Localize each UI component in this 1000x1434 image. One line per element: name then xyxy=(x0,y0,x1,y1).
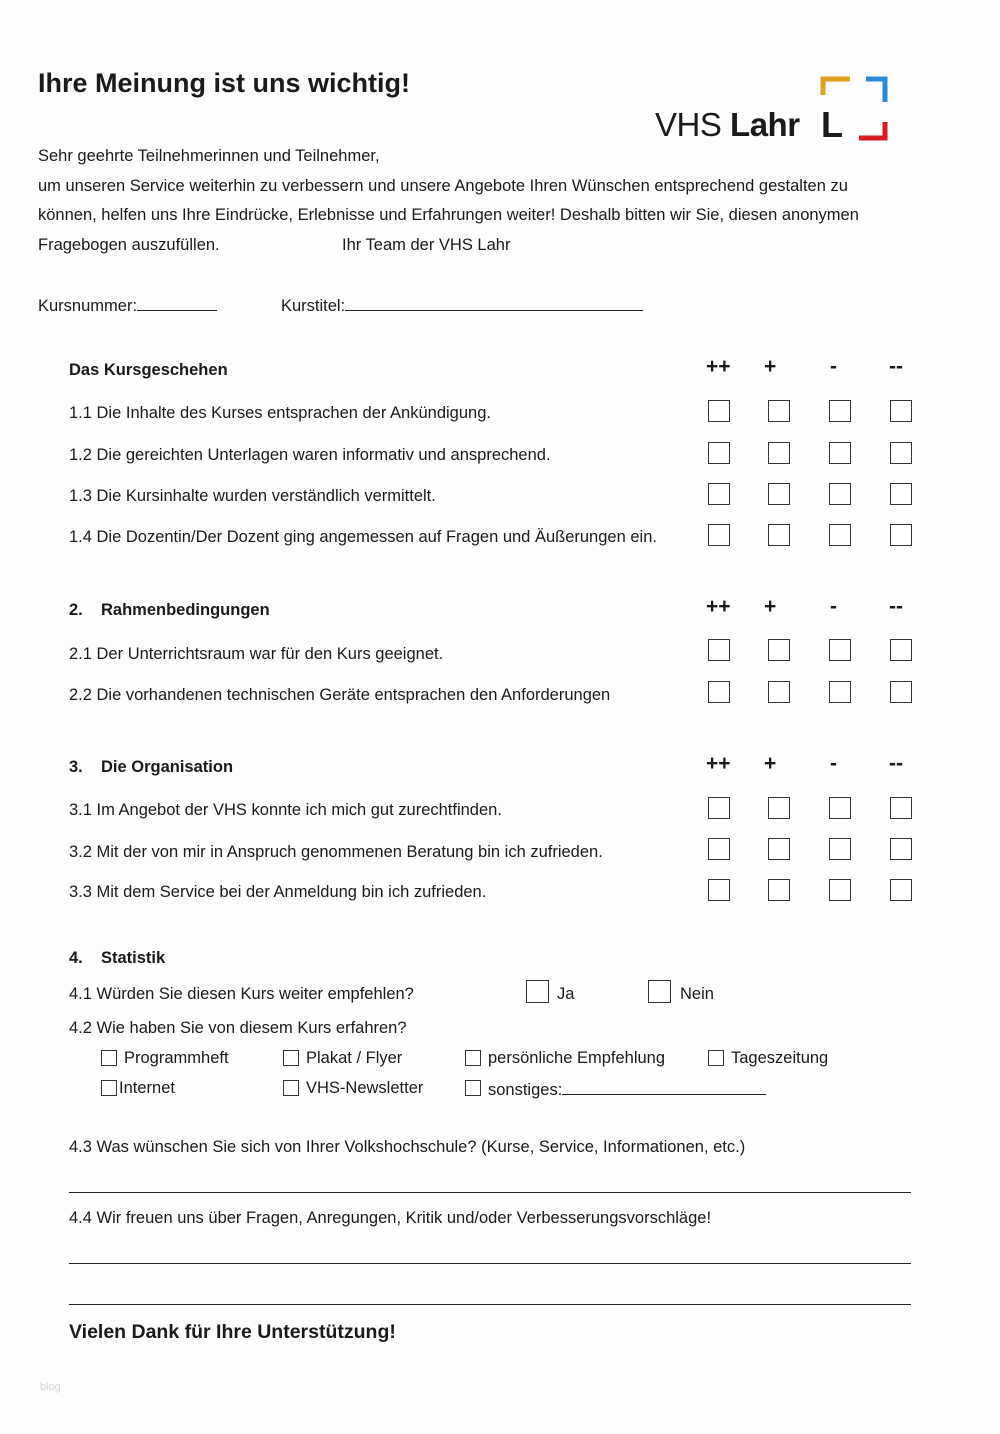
logo-bracket-blue xyxy=(866,79,885,102)
question-1-2: 1.2 Die gereichten Unterlagen waren informativ und ansprechend. xyxy=(69,446,551,464)
checkbox-3-3-very-bad[interactable] xyxy=(890,879,912,901)
scale-very-bad: -- xyxy=(889,752,903,775)
closing-thanks: Vielen Dank für Ihre Unterstützung! xyxy=(69,1321,396,1343)
vhs-lahr-logo xyxy=(655,76,890,146)
checkbox-1-4-bad[interactable] xyxy=(829,524,851,546)
checkbox-1-1-good[interactable] xyxy=(768,400,790,422)
checkbox-1-2-bad[interactable] xyxy=(829,442,851,464)
watermark: blog xyxy=(40,1381,61,1393)
logo-mark: L xyxy=(821,104,843,145)
question-4-1: 4.1 Würden Sie diesen Kurs weiter empfehlen? xyxy=(69,985,414,1003)
checkbox-1-1-very-bad[interactable] xyxy=(890,400,912,422)
kurstitel-label: Kurstitel: xyxy=(281,297,346,315)
logo-bracket-red xyxy=(859,122,885,138)
checkbox-3-2-bad[interactable] xyxy=(829,838,851,860)
checkbox-vhs-newsletter[interactable] xyxy=(283,1080,299,1096)
question-1-1: 1.1 Die Inhalte des Kurses entsprachen der Ankündigung. xyxy=(69,404,491,422)
section-2-number: 2. xyxy=(69,601,83,619)
question-2-2: 2.2 Die vorhandenen technischen Geräte entsprachen den Anforderungen xyxy=(69,686,611,704)
checkbox-1-3-very-bad[interactable] xyxy=(890,483,912,505)
checkbox-1-4-very-good[interactable] xyxy=(708,524,730,546)
section-2-title: Rahmenbedingungen xyxy=(101,601,270,619)
answer-line-4-4-a[interactable] xyxy=(69,1263,911,1264)
checkbox-3-1-good[interactable] xyxy=(768,797,790,819)
option-sonstiges-label: sonstiges: xyxy=(488,1081,563,1099)
checkbox-plakat-flyer[interactable] xyxy=(283,1050,299,1066)
intro-greeting: Sehr geehrte Teilnehmerinnen und Teilnehmer, xyxy=(38,147,380,165)
checkbox-internet[interactable] xyxy=(101,1080,117,1096)
checkbox-personal-recommendation[interactable] xyxy=(465,1050,481,1066)
option-plakat-flyer: Plakat / Flyer xyxy=(306,1049,403,1067)
recommend-yes-label: Ja xyxy=(557,985,575,1003)
intro-line-3: können, helfen uns Ihre Eindrücke, Erlebnisse und Erfahrungen weiter! Deshalb bitten wir Sie, diesen anonymen xyxy=(38,206,859,224)
checkbox-3-3-good[interactable] xyxy=(768,879,790,901)
checkbox-1-1-very-good[interactable] xyxy=(708,400,730,422)
checkbox-2-1-good[interactable] xyxy=(768,639,790,661)
question-3-1: 3.1 Im Angebot der VHS konnte ich mich gut zurechtfinden. xyxy=(69,801,502,819)
question-4-4: 4.4 Wir freuen uns über Fragen, Anregungen, Kritik und/oder Verbesserungsvorschläge! xyxy=(69,1209,712,1227)
answer-line-4-4-b[interactable] xyxy=(69,1304,911,1305)
recommend-no-label: Nein xyxy=(680,985,714,1003)
logo-bracket-orange xyxy=(823,79,850,95)
intro-line-2: um unseren Service weiterhin zu verbessern und unsere Angebote Ihren Wünschen entsprechend gestalten zu xyxy=(38,177,848,195)
section-4-number: 4. xyxy=(69,949,83,967)
checkbox-3-3-bad[interactable] xyxy=(829,879,851,901)
kursnummer-field[interactable] xyxy=(38,295,217,316)
checkbox-3-1-very-bad[interactable] xyxy=(890,797,912,819)
scale-bad: - xyxy=(830,595,837,618)
checkbox-2-1-bad[interactable] xyxy=(829,639,851,661)
scale-very-good: ++ xyxy=(706,595,731,618)
kursnummer-blank[interactable] xyxy=(137,295,217,311)
scale-very-bad: -- xyxy=(889,355,903,378)
checkbox-2-2-very-good[interactable] xyxy=(708,681,730,703)
question-1-4: 1.4 Die Dozentin/Der Dozent ging angemessen auf Fragen und Äußerungen ein. xyxy=(69,528,657,546)
question-3-2: 3.2 Mit der von mir in Anspruch genommenen Beratung bin ich zufrieden. xyxy=(69,843,603,861)
logo-text-bold: Lahr xyxy=(730,106,800,143)
page-title: Ihre Meinung ist uns wichtig! xyxy=(38,68,411,98)
checkbox-1-4-very-bad[interactable] xyxy=(890,524,912,546)
checkbox-3-2-very-good[interactable] xyxy=(708,838,730,860)
scale-very-good: ++ xyxy=(706,355,731,378)
option-programmheft: Programmheft xyxy=(124,1049,229,1067)
question-3-3: 3.3 Mit dem Service bei der Anmeldung bin ich zufrieden. xyxy=(69,883,487,901)
option-sonstiges[interactable] xyxy=(488,1079,766,1100)
kursnummer-label: Kursnummer: xyxy=(38,297,138,315)
checkbox-1-3-very-good[interactable] xyxy=(708,483,730,505)
checkbox-1-4-good[interactable] xyxy=(768,524,790,546)
checkbox-1-2-good[interactable] xyxy=(768,442,790,464)
checkbox-2-2-bad[interactable] xyxy=(829,681,851,703)
question-2-1: 2.1 Der Unterrichtsraum war für den Kurs geeignet. xyxy=(69,645,444,663)
checkbox-3-2-good[interactable] xyxy=(768,838,790,860)
section-1-title: Das Kursgeschehen xyxy=(69,361,228,379)
scale-bad: - xyxy=(830,752,837,775)
answer-line-4-3[interactable] xyxy=(69,1192,911,1193)
checkbox-tageszeitung[interactable] xyxy=(708,1050,724,1066)
option-internet: Internet xyxy=(119,1079,175,1097)
checkbox-sonstiges[interactable] xyxy=(465,1080,481,1096)
scale-very-bad: -- xyxy=(889,595,903,618)
intro-line-4: Fragebogen auszufüllen. xyxy=(38,236,220,254)
checkbox-recommend-yes[interactable] xyxy=(526,980,549,1003)
section-4-title: Statistik xyxy=(101,949,166,967)
kurstitel-field[interactable] xyxy=(281,295,643,316)
checkbox-3-1-very-good[interactable] xyxy=(708,797,730,819)
checkbox-1-1-bad[interactable] xyxy=(829,400,851,422)
option-tageszeitung: Tageszeitung xyxy=(731,1049,829,1067)
section-3-title: Die Organisation xyxy=(101,758,234,776)
checkbox-1-2-very-good[interactable] xyxy=(708,442,730,464)
checkbox-2-2-very-bad[interactable] xyxy=(890,681,912,703)
question-4-2: 4.2 Wie haben Sie von diesem Kurs erfahren? xyxy=(69,1019,407,1037)
option-vhs-newsletter: VHS-Newsletter xyxy=(306,1079,424,1097)
checkbox-2-1-very-bad[interactable] xyxy=(890,639,912,661)
checkbox-1-3-bad[interactable] xyxy=(829,483,851,505)
checkbox-1-2-very-bad[interactable] xyxy=(890,442,912,464)
option-personal-recommendation: persönliche Empfehlung xyxy=(488,1049,666,1067)
checkbox-programmheft[interactable] xyxy=(101,1050,117,1066)
scale-very-good: ++ xyxy=(706,752,731,775)
question-4-3: 4.3 Was wünschen Sie sich von Ihrer Volkshochschule? (Kurse, Service, Informationen, etc.) xyxy=(69,1138,746,1156)
question-1-3: 1.3 Die Kursinhalte wurden verständlich vermittelt. xyxy=(69,487,436,505)
scale-bad: - xyxy=(830,355,837,378)
section-3-number: 3. xyxy=(69,758,83,776)
checkbox-2-1-very-good[interactable] xyxy=(708,639,730,661)
logo-text-light: VHS xyxy=(655,106,731,143)
checkbox-2-2-good[interactable] xyxy=(768,681,790,703)
kurstitel-blank[interactable] xyxy=(345,295,643,311)
scale-good: + xyxy=(764,355,777,378)
intro-signature: Ihr Team der VHS Lahr xyxy=(342,236,511,254)
sonstiges-blank[interactable] xyxy=(562,1079,766,1095)
checkbox-3-2-very-bad[interactable] xyxy=(890,838,912,860)
scale-good: + xyxy=(764,595,777,618)
logo-corner-brackets-icon xyxy=(655,76,890,146)
checkbox-1-3-good[interactable] xyxy=(768,483,790,505)
checkbox-3-1-bad[interactable] xyxy=(829,797,851,819)
checkbox-recommend-no[interactable] xyxy=(648,980,671,1003)
checkbox-3-3-very-good[interactable] xyxy=(708,879,730,901)
scale-good: + xyxy=(764,752,777,775)
